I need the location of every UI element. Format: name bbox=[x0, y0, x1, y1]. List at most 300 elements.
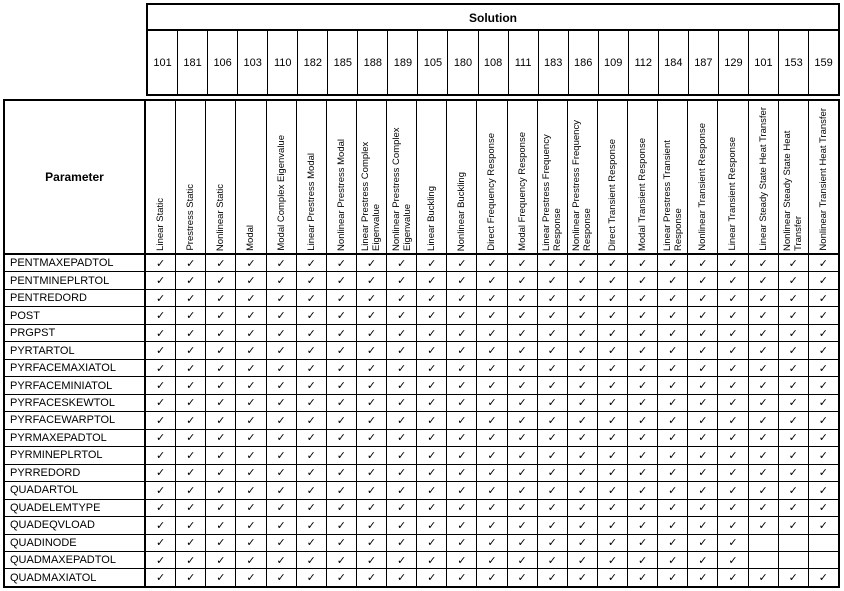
solution-number-cell: 180 bbox=[448, 31, 478, 94]
solution-name-label: Nonlinear Steady State Heat Transfer bbox=[782, 130, 805, 251]
support-check-cell: ✓ bbox=[447, 307, 477, 323]
support-check-cell: ✓ bbox=[628, 569, 658, 585]
support-check-cell: ✓ bbox=[749, 465, 779, 481]
solution-name-inner bbox=[327, 101, 356, 251]
support-check-cell: ✓ bbox=[477, 500, 507, 516]
solution-number-cell: 153 bbox=[779, 31, 809, 94]
support-check-cell: ✓ bbox=[658, 500, 688, 516]
support-check-cell: ✓ bbox=[718, 342, 748, 358]
support-check-cell: ✓ bbox=[176, 500, 206, 516]
support-check-cell: ✓ bbox=[538, 430, 568, 446]
support-check-cell: ✓ bbox=[658, 447, 688, 463]
support-check-cell: ✓ bbox=[206, 535, 236, 551]
support-check-cell: ✓ bbox=[327, 430, 357, 446]
solution-name-inner bbox=[387, 101, 416, 251]
solution-number-cell: 105 bbox=[418, 31, 448, 94]
support-check-cell: ✓ bbox=[598, 307, 628, 323]
support-check-cell: ✓ bbox=[658, 395, 688, 411]
support-check-cell: ✓ bbox=[447, 272, 477, 288]
support-check-cell: ✓ bbox=[749, 569, 779, 585]
support-check-cell: ✓ bbox=[327, 465, 357, 481]
support-check-cell: ✓ bbox=[749, 517, 779, 533]
support-check-cell: ✓ bbox=[718, 290, 748, 306]
support-check-cell: ✓ bbox=[749, 255, 779, 271]
support-check-cell: ✓ bbox=[267, 342, 297, 358]
table-body bbox=[5, 255, 838, 586]
support-check-cell: ✓ bbox=[387, 535, 417, 551]
support-check-cell: ✓ bbox=[598, 290, 628, 306]
support-check-cell: ✓ bbox=[688, 517, 718, 533]
solution-number-cell: 183 bbox=[539, 31, 569, 94]
support-check-cell: ✓ bbox=[327, 535, 357, 551]
table-row bbox=[5, 500, 838, 517]
solution-name-cell bbox=[267, 101, 297, 253]
support-check-cell: ✓ bbox=[658, 552, 688, 568]
support-check-cell: ✓ bbox=[387, 552, 417, 568]
parameter-name-cell: PYRFACEWARPTOL bbox=[5, 412, 146, 428]
support-check-cell: ✓ bbox=[508, 447, 538, 463]
empty-cell bbox=[809, 535, 838, 551]
support-check-cell: ✓ bbox=[297, 412, 327, 428]
support-check-cell: ✓ bbox=[718, 430, 748, 446]
support-check-cell: ✓ bbox=[267, 272, 297, 288]
support-check-cell: ✓ bbox=[598, 255, 628, 271]
solution-name-inner bbox=[357, 101, 386, 251]
support-check-cell: ✓ bbox=[718, 465, 748, 481]
solution-name-cell bbox=[658, 101, 688, 253]
support-check-cell: ✓ bbox=[297, 465, 327, 481]
solution-name-cell bbox=[809, 101, 838, 253]
support-check-cell: ✓ bbox=[327, 447, 357, 463]
support-check-cell: ✓ bbox=[688, 395, 718, 411]
parameter-name-cell: PYRFACESKEWTOL bbox=[5, 395, 146, 411]
support-check-cell: ✓ bbox=[749, 360, 779, 376]
solution-name-label: Modal Complex Eigenvalue bbox=[275, 135, 287, 251]
support-check-cell: ✓ bbox=[387, 482, 417, 498]
support-check-cell: ✓ bbox=[357, 447, 387, 463]
support-check-cell: ✓ bbox=[206, 517, 236, 533]
parameter-name-cell: QUADMAXIATOL bbox=[5, 569, 146, 585]
table-row bbox=[5, 255, 838, 272]
support-check-cell: ✓ bbox=[477, 447, 507, 463]
parameter-name-cell: PYRMAXEPADTOL bbox=[5, 430, 146, 446]
parameter-name-cell: QUADARTOL bbox=[5, 482, 146, 498]
support-check-cell: ✓ bbox=[568, 447, 598, 463]
support-check-cell: ✓ bbox=[818, 467, 828, 480]
support-check-cell: ✓ bbox=[176, 517, 206, 533]
support-check-cell: ✓ bbox=[267, 290, 297, 306]
support-check-cell: ✓ bbox=[779, 255, 809, 271]
support-check-cell: ✓ bbox=[658, 517, 688, 533]
support-check-cell: ✓ bbox=[779, 290, 809, 306]
support-check-cell: ✓ bbox=[387, 395, 417, 411]
support-check-cell: ✓ bbox=[417, 535, 447, 551]
support-check-cell: ✓ bbox=[176, 395, 206, 411]
support-check-cell: ✓ bbox=[267, 465, 297, 481]
support-check-cell: ✓ bbox=[146, 500, 176, 516]
support-check-cell: ✓ bbox=[718, 377, 748, 393]
support-check-cell: ✓ bbox=[267, 535, 297, 551]
solution-number-cell: 185 bbox=[328, 31, 358, 94]
support-check-cell: ✓ bbox=[779, 430, 809, 446]
support-check-cell: ✓ bbox=[327, 552, 357, 568]
support-check-cell: ✓ bbox=[206, 447, 236, 463]
support-check-cell: ✓ bbox=[417, 307, 447, 323]
parameter-name-cell: PYRFACEMINIATOL bbox=[5, 377, 146, 393]
support-check-cell: ✓ bbox=[598, 482, 628, 498]
support-check-cell: ✓ bbox=[327, 307, 357, 323]
empty-cell bbox=[749, 552, 779, 568]
support-check-cell: ✓ bbox=[658, 412, 688, 428]
support-check-cell: ✓ bbox=[447, 377, 477, 393]
table-row bbox=[5, 360, 838, 377]
solution-name-label: Modal Frequency Response bbox=[516, 132, 528, 251]
support-check-cell: ✓ bbox=[327, 569, 357, 585]
support-check-cell: ✓ bbox=[538, 290, 568, 306]
support-check-cell: ✓ bbox=[387, 430, 417, 446]
solution-name-inner bbox=[628, 101, 657, 251]
support-check-cell: ✓ bbox=[417, 325, 447, 341]
support-check-cell: ✓ bbox=[236, 430, 266, 446]
support-check-cell: ✓ bbox=[718, 552, 748, 568]
support-check-cell: ✓ bbox=[387, 569, 417, 585]
support-check-cell: ✓ bbox=[297, 290, 327, 306]
support-check-cell: ✓ bbox=[267, 517, 297, 533]
support-check-cell: ✓ bbox=[206, 307, 236, 323]
support-check-cell: ✓ bbox=[176, 569, 206, 585]
support-check-cell: ✓ bbox=[818, 327, 828, 340]
support-check-cell: ✓ bbox=[297, 342, 327, 358]
support-check-cell: ✓ bbox=[538, 517, 568, 533]
empty-cell bbox=[749, 535, 779, 551]
solution-name-cell bbox=[417, 101, 447, 253]
solution-name-label: Linear Transient Response bbox=[727, 137, 739, 251]
support-check-cell: ✓ bbox=[447, 290, 477, 306]
parameter-name-cell: PYRFACEMAXIATOL bbox=[5, 360, 146, 376]
support-check-cell: ✓ bbox=[568, 552, 598, 568]
support-check-cell: ✓ bbox=[417, 395, 447, 411]
support-check-cell: ✓ bbox=[176, 482, 206, 498]
support-check-cell: ✓ bbox=[508, 535, 538, 551]
support-check-cell: ✓ bbox=[447, 342, 477, 358]
support-check-cell: ✓ bbox=[447, 552, 477, 568]
table-row bbox=[5, 430, 838, 447]
solution-name-label: Nonlinear Buckling bbox=[456, 171, 468, 251]
solution-name-label: Linear Prestress Modal bbox=[305, 153, 317, 251]
support-check-cell: ✓ bbox=[206, 342, 236, 358]
support-check-cell: ✓ bbox=[628, 307, 658, 323]
solution-name-cell bbox=[477, 101, 507, 253]
table-row bbox=[5, 325, 838, 342]
support-check-cell: ✓ bbox=[206, 430, 236, 446]
support-check-cell: ✓ bbox=[818, 519, 828, 532]
solution-name-label: Modal Transient Response bbox=[637, 137, 649, 251]
support-check-cell: ✓ bbox=[818, 502, 828, 515]
support-check-cell: ✓ bbox=[327, 255, 357, 271]
support-check-cell: ✓ bbox=[779, 412, 809, 428]
support-check-cell: ✓ bbox=[297, 272, 327, 288]
support-check-cell: ✓ bbox=[236, 465, 266, 481]
support-check-cell: ✓ bbox=[718, 272, 748, 288]
solution-number-cell: 101 bbox=[148, 31, 178, 94]
solution-name-inner bbox=[146, 101, 175, 251]
support-check-cell: ✓ bbox=[447, 465, 477, 481]
support-check-cell: ✓ bbox=[538, 535, 568, 551]
support-check-cell: ✓ bbox=[297, 360, 327, 376]
support-check-cell: ✓ bbox=[688, 307, 718, 323]
support-check-cell: ✓ bbox=[477, 272, 507, 288]
solution-number-cell: 184 bbox=[659, 31, 689, 94]
solution-name-label: Nonlinear Prestress Complex Eigenvalue bbox=[390, 127, 413, 251]
support-check-cell: ✓ bbox=[779, 569, 809, 585]
support-check-cell: ✓ bbox=[598, 395, 628, 411]
support-check-cell: ✓ bbox=[297, 500, 327, 516]
support-check-cell: ✓ bbox=[357, 307, 387, 323]
support-check-cell: ✓ bbox=[749, 412, 779, 428]
support-check-cell: ✓ bbox=[327, 517, 357, 533]
solution-name-inner bbox=[779, 101, 808, 251]
support-check-cell: ✓ bbox=[628, 412, 658, 428]
support-check-cell: ✓ bbox=[206, 290, 236, 306]
support-check-cell: ✓ bbox=[779, 517, 809, 533]
support-check-cell: ✓ bbox=[568, 482, 598, 498]
support-check-cell: ✓ bbox=[538, 569, 568, 585]
support-check-cell: ✓ bbox=[146, 290, 176, 306]
support-check-cell: ✓ bbox=[538, 500, 568, 516]
support-check-cell: ✓ bbox=[297, 307, 327, 323]
empty-cell bbox=[809, 552, 838, 568]
table-row bbox=[5, 535, 838, 552]
support-check-cell: ✓ bbox=[568, 290, 598, 306]
support-check-cell: ✓ bbox=[357, 325, 387, 341]
support-check-cell: ✓ bbox=[688, 360, 718, 376]
support-check-cell: ✓ bbox=[357, 517, 387, 533]
solution-name-cell bbox=[327, 101, 357, 253]
support-check-cell: ✓ bbox=[447, 395, 477, 411]
solution-number-row bbox=[148, 31, 838, 94]
support-check-cell: ✓ bbox=[417, 500, 447, 516]
support-check-cell: ✓ bbox=[688, 447, 718, 463]
support-check-cell: ✓ bbox=[749, 325, 779, 341]
solution-number-cell: 186 bbox=[569, 31, 599, 94]
row-marks bbox=[146, 325, 838, 341]
support-check-cell: ✓ bbox=[477, 430, 507, 446]
solution-name-cell bbox=[447, 101, 477, 253]
solution-name-inner bbox=[267, 101, 296, 251]
solution-name-label: Linear Prestress Frequency Response bbox=[541, 134, 564, 251]
support-check-cell: ✓ bbox=[206, 482, 236, 498]
row-marks bbox=[146, 447, 838, 463]
support-check-cell: ✓ bbox=[387, 307, 417, 323]
support-check-cell: ✓ bbox=[477, 342, 507, 358]
solution-name-inner bbox=[568, 101, 597, 251]
support-check-cell: ✓ bbox=[818, 257, 828, 270]
support-check-cell: ✓ bbox=[508, 342, 538, 358]
support-check-cell: ✓ bbox=[688, 272, 718, 288]
support-check-cell: ✓ bbox=[176, 290, 206, 306]
support-check-cell: ✓ bbox=[327, 377, 357, 393]
support-check-cell: ✓ bbox=[267, 255, 297, 271]
solution-name-inner bbox=[749, 101, 778, 251]
support-check-cell: ✓ bbox=[568, 395, 598, 411]
support-check-cell: ✓ bbox=[146, 307, 176, 323]
support-check-cell: ✓ bbox=[688, 342, 718, 358]
support-check-cell: ✓ bbox=[749, 377, 779, 393]
support-check-cell: ✓ bbox=[267, 500, 297, 516]
support-check-cell: ✓ bbox=[598, 360, 628, 376]
support-check-cell: ✓ bbox=[598, 325, 628, 341]
support-check-cell: ✓ bbox=[176, 377, 206, 393]
support-check-cell: ✓ bbox=[327, 342, 357, 358]
support-check-cell: ✓ bbox=[146, 342, 176, 358]
support-check-cell: ✓ bbox=[176, 342, 206, 358]
solution-name-inner bbox=[718, 101, 747, 251]
support-check-cell: ✓ bbox=[598, 412, 628, 428]
solution-name-cell bbox=[779, 101, 809, 253]
support-check-cell: ✓ bbox=[508, 465, 538, 481]
support-check-cell: ✓ bbox=[508, 517, 538, 533]
support-check-cell: ✓ bbox=[508, 552, 538, 568]
support-check-cell: ✓ bbox=[628, 535, 658, 551]
table-row bbox=[5, 272, 838, 289]
support-check-cell: ✓ bbox=[447, 500, 477, 516]
support-check-cell: ✓ bbox=[417, 482, 447, 498]
support-check-cell: ✓ bbox=[176, 360, 206, 376]
support-check-cell: ✓ bbox=[688, 552, 718, 568]
solution-name-cell bbox=[176, 101, 206, 253]
row-marks bbox=[146, 395, 838, 411]
support-check-cell: ✓ bbox=[417, 290, 447, 306]
support-check-cell: ✓ bbox=[236, 377, 266, 393]
solution-number-cell: 103 bbox=[238, 31, 268, 94]
support-check-cell: ✓ bbox=[236, 535, 266, 551]
support-check-cell: ✓ bbox=[297, 255, 327, 271]
support-check-cell: ✓ bbox=[146, 535, 176, 551]
parameter-name-cell: POST bbox=[5, 307, 146, 323]
support-check-cell: ✓ bbox=[267, 395, 297, 411]
solution-header-block bbox=[146, 3, 840, 96]
support-check-cell: ✓ bbox=[176, 552, 206, 568]
solution-name-inner bbox=[477, 101, 506, 251]
support-check-cell: ✓ bbox=[387, 377, 417, 393]
support-check-cell: ✓ bbox=[477, 377, 507, 393]
support-check-cell: ✓ bbox=[749, 430, 779, 446]
support-check-cell: ✓ bbox=[357, 412, 387, 428]
solution-name-cell bbox=[538, 101, 568, 253]
row-marks bbox=[146, 465, 838, 481]
support-check-cell: ✓ bbox=[357, 482, 387, 498]
support-check-cell: ✓ bbox=[538, 377, 568, 393]
solution-name-label: Linear Prestress Transient Response bbox=[661, 140, 684, 251]
support-check-cell: ✓ bbox=[538, 255, 568, 271]
support-check-cell: ✓ bbox=[206, 569, 236, 585]
support-check-cell: ✓ bbox=[297, 377, 327, 393]
support-check-cell: ✓ bbox=[267, 569, 297, 585]
table-header-row bbox=[5, 101, 838, 255]
support-check-cell: ✓ bbox=[628, 552, 658, 568]
support-check-cell: ✓ bbox=[658, 272, 688, 288]
support-check-cell: ✓ bbox=[236, 482, 266, 498]
solution-name-label: Modal bbox=[245, 225, 257, 251]
support-check-cell: ✓ bbox=[538, 342, 568, 358]
support-check-cell: ✓ bbox=[236, 325, 266, 341]
table-row bbox=[5, 412, 838, 429]
support-check-cell: ✓ bbox=[779, 465, 809, 481]
support-check-cell: ✓ bbox=[688, 569, 718, 585]
solution-name-label: Linear Steady State Heat Transfer bbox=[757, 107, 769, 251]
support-check-cell: ✓ bbox=[508, 482, 538, 498]
support-check-cell: ✓ bbox=[327, 360, 357, 376]
support-check-cell: ✓ bbox=[357, 395, 387, 411]
row-marks bbox=[146, 430, 838, 446]
support-check-cell: ✓ bbox=[236, 360, 266, 376]
support-check-cell: ✓ bbox=[447, 412, 477, 428]
support-check-cell: ✓ bbox=[598, 517, 628, 533]
support-check-cell: ✓ bbox=[327, 412, 357, 428]
support-check-cell: ✓ bbox=[297, 395, 327, 411]
row-marks bbox=[146, 255, 838, 271]
solution-name-inner bbox=[538, 101, 567, 251]
support-check-cell: ✓ bbox=[628, 517, 658, 533]
row-marks bbox=[146, 360, 838, 376]
support-check-cell: ✓ bbox=[267, 307, 297, 323]
support-check-cell: ✓ bbox=[477, 290, 507, 306]
support-check-cell: ✓ bbox=[387, 342, 417, 358]
support-check-cell: ✓ bbox=[538, 325, 568, 341]
support-check-cell: ✓ bbox=[357, 290, 387, 306]
support-check-cell: ✓ bbox=[628, 465, 658, 481]
support-check-cell: ✓ bbox=[508, 500, 538, 516]
support-check-cell: ✓ bbox=[718, 517, 748, 533]
solution-number-cell: 182 bbox=[298, 31, 328, 94]
support-check-cell: ✓ bbox=[718, 500, 748, 516]
support-check-cell: ✓ bbox=[477, 517, 507, 533]
support-check-cell: ✓ bbox=[176, 465, 206, 481]
solution-name-inner bbox=[598, 101, 627, 251]
support-check-cell: ✓ bbox=[417, 517, 447, 533]
parameter-name-cell: QUADMAXEPADTOL bbox=[5, 552, 146, 568]
support-check-cell: ✓ bbox=[818, 397, 828, 410]
solution-number-cell: 110 bbox=[268, 31, 298, 94]
support-check-cell: ✓ bbox=[477, 552, 507, 568]
support-check-cell: ✓ bbox=[176, 412, 206, 428]
support-check-cell: ✓ bbox=[387, 325, 417, 341]
solution-name-inner bbox=[176, 101, 205, 251]
row-marks bbox=[146, 482, 838, 498]
support-check-cell: ✓ bbox=[779, 325, 809, 341]
support-check-cell: ✓ bbox=[236, 552, 266, 568]
support-check-cell: ✓ bbox=[236, 307, 266, 323]
support-check-cell: ✓ bbox=[357, 569, 387, 585]
support-check-cell: ✓ bbox=[477, 569, 507, 585]
solution-number-cell: 129 bbox=[719, 31, 749, 94]
support-check-cell: ✓ bbox=[628, 377, 658, 393]
support-check-cell: ✓ bbox=[818, 362, 828, 375]
support-check-cell: ✓ bbox=[538, 360, 568, 376]
support-check-cell: ✓ bbox=[206, 412, 236, 428]
support-check-cell: ✓ bbox=[818, 449, 828, 462]
support-check-cell: ✓ bbox=[146, 255, 176, 271]
solution-name-inner bbox=[508, 101, 537, 251]
support-check-cell: ✓ bbox=[146, 360, 176, 376]
support-check-cell: ✓ bbox=[779, 377, 809, 393]
support-check-cell: ✓ bbox=[417, 377, 447, 393]
support-check-cell: ✓ bbox=[297, 430, 327, 446]
support-check-cell: ✓ bbox=[658, 465, 688, 481]
support-check-cell: ✓ bbox=[267, 377, 297, 393]
support-check-cell: ✓ bbox=[538, 552, 568, 568]
solution-number-cell: 187 bbox=[689, 31, 719, 94]
